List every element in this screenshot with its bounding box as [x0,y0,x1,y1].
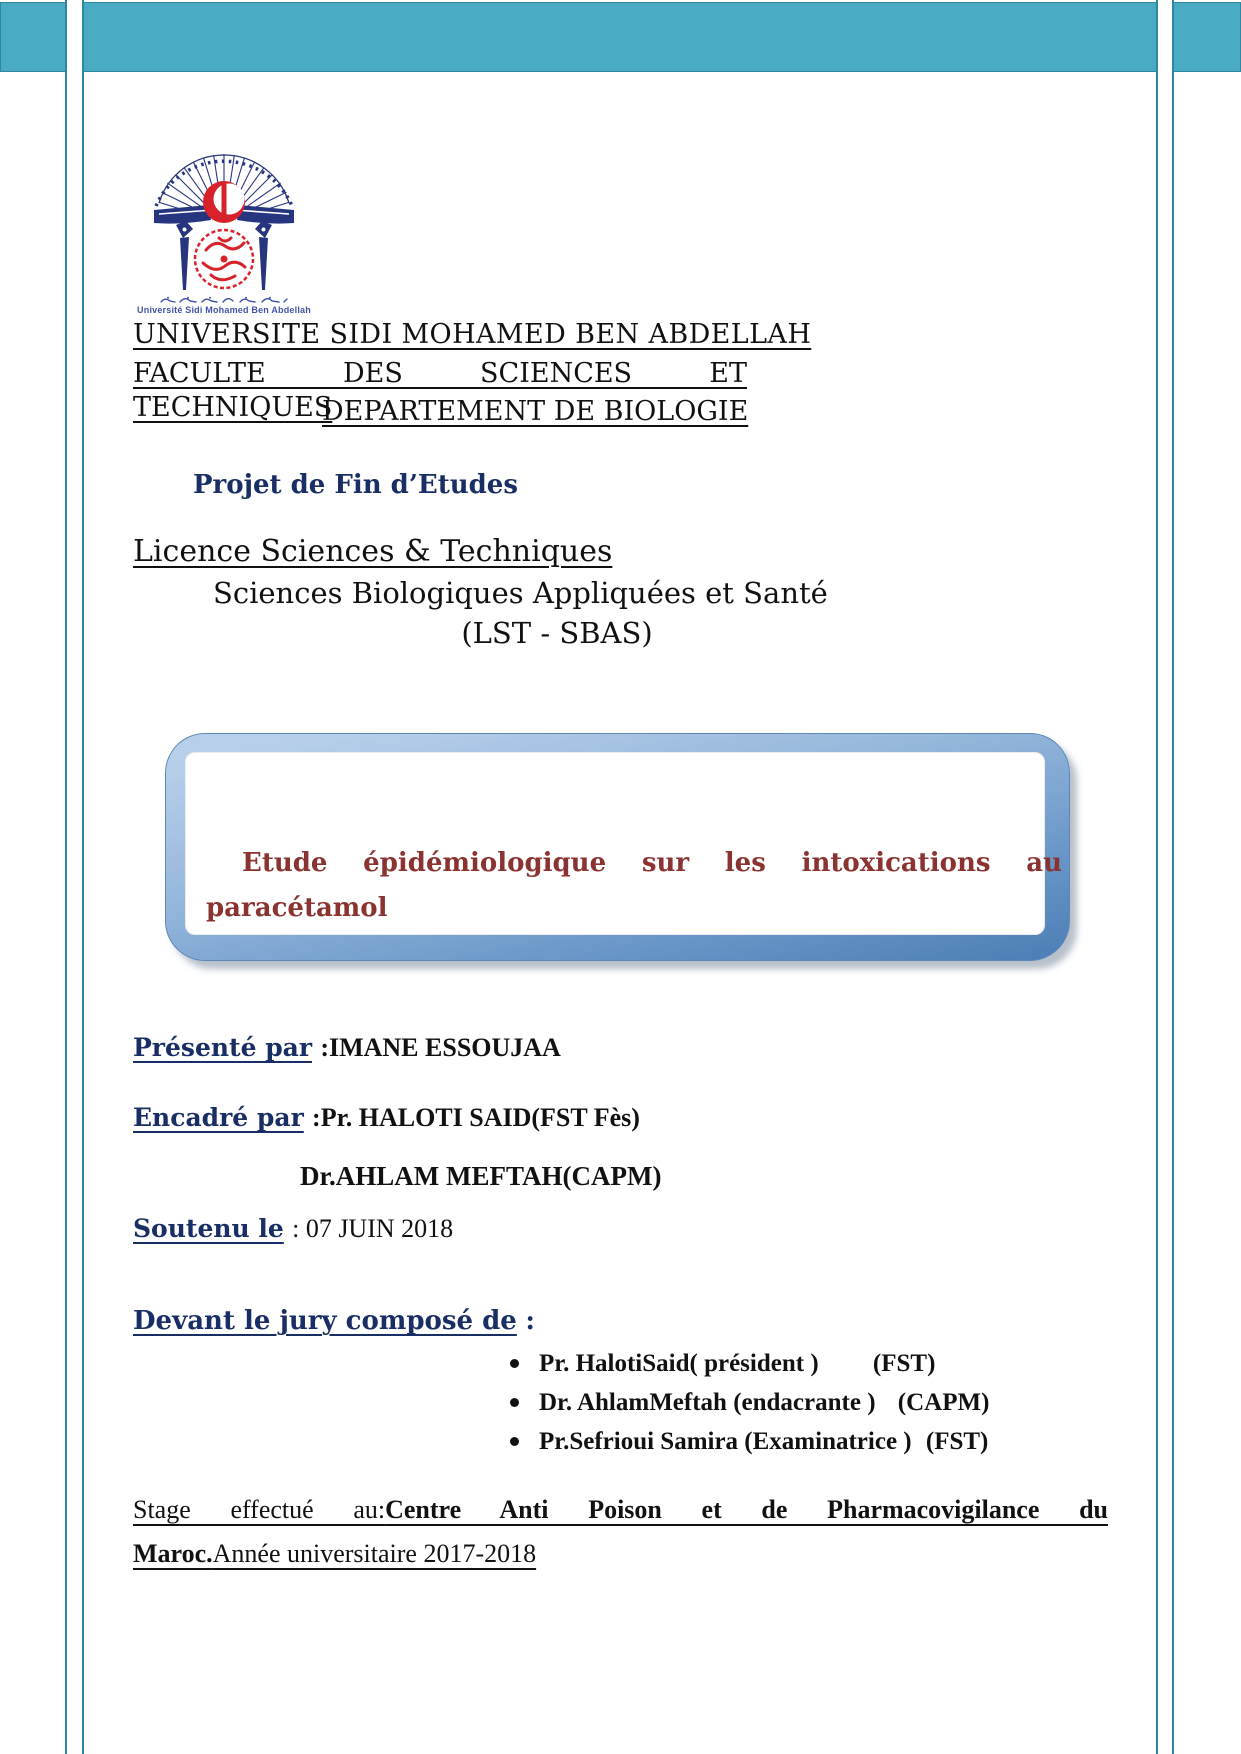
thesis-title-box-inner [185,752,1062,935]
internship-note [133,1488,1108,1576]
jury-heading-label: Devant le jury composé de [133,1306,517,1336]
jury-member-row [508,1344,989,1383]
supervised-by-row [133,1100,640,1136]
jury-member-row [508,1383,989,1422]
jury-member-org: (FST) [925,1428,989,1455]
jury-member-row [508,1422,989,1461]
degree-abbreviation: (LST - SBAS) [461,616,653,650]
logo-caption: Université Sidi Mohamed Ben Abdellah [137,305,311,315]
degree-name: Licence Sciences & Techniques [133,534,613,569]
defense-date-row [133,1211,453,1247]
right-border-lines [1156,0,1174,1754]
presented-by-label: Présenté par [133,1033,313,1062]
jury-member-name: Pr. HalotiSaid( président ) [539,1350,819,1377]
jury-member-org: (FST) [872,1350,936,1377]
logo-arabic-caption-icon [158,296,290,305]
jury-heading-row [133,1303,535,1339]
thesis-title-box [165,733,1070,961]
university-emblem-icon [149,126,299,294]
academic-year: Année universitaire 2017-2018 [212,1539,537,1568]
bullet-icon [510,1359,519,1368]
defense-date-value: : 07 JUIN 2018 [292,1214,454,1243]
internship-note-line1 [133,1488,1108,1532]
jury-member-name: Dr. AhlamMeftah (endacrante ) [539,1389,876,1416]
university-name: UNIVERSITE SIDI MOHAMED BEN ABDELLAH [133,319,812,350]
university-logo [118,126,330,315]
top-teal-bar [0,2,1241,72]
faculty-name: FACULTE DES SCIENCES ET TECHNIQUES [133,358,747,423]
thesis-title-line1: Etude épidémiologique sur les intoxications au [242,848,1062,878]
bullet-icon [510,1398,519,1407]
internship-center-name: Centre Anti Poison et de Pharmacovigilance du [385,1495,1108,1524]
presented-by-value: :IMANE ESSOUJAA [320,1033,561,1062]
internship-center-name-end: Maroc. [133,1539,213,1568]
jury-heading-colon: : [525,1306,536,1336]
supervised-by-value: :Pr. HALOTI SAID(FST Fès) [312,1103,640,1132]
thesis-title [206,841,1062,931]
thesis-title-line2: paracétamol [206,893,388,923]
bullet-icon [510,1437,519,1446]
jury-list [508,1344,989,1461]
jury-member-name: Pr.Sefrioui Samira (Examinatrice ) [539,1428,912,1455]
second-supervisor: Dr.AHLAM MEFTAH(CAPM) [300,1161,662,1191]
supervised-by-label: Encadré par [133,1103,304,1132]
department-name: DEPARTEMENT DE BIOLOGIE [322,396,749,427]
specialty-name: Sciences Biologiques Appliquées et Santé [213,576,828,610]
project-type: Projet de Fin d’Etudes [193,470,518,500]
left-border-lines [65,0,84,1754]
internship-prefix: Stage effectué au: [133,1495,386,1524]
defense-date-label: Soutenu le [133,1214,284,1243]
internship-note-line2 [133,1532,1108,1576]
jury-member-org: (CAPM) [897,1389,990,1416]
presented-by-row [133,1030,561,1066]
